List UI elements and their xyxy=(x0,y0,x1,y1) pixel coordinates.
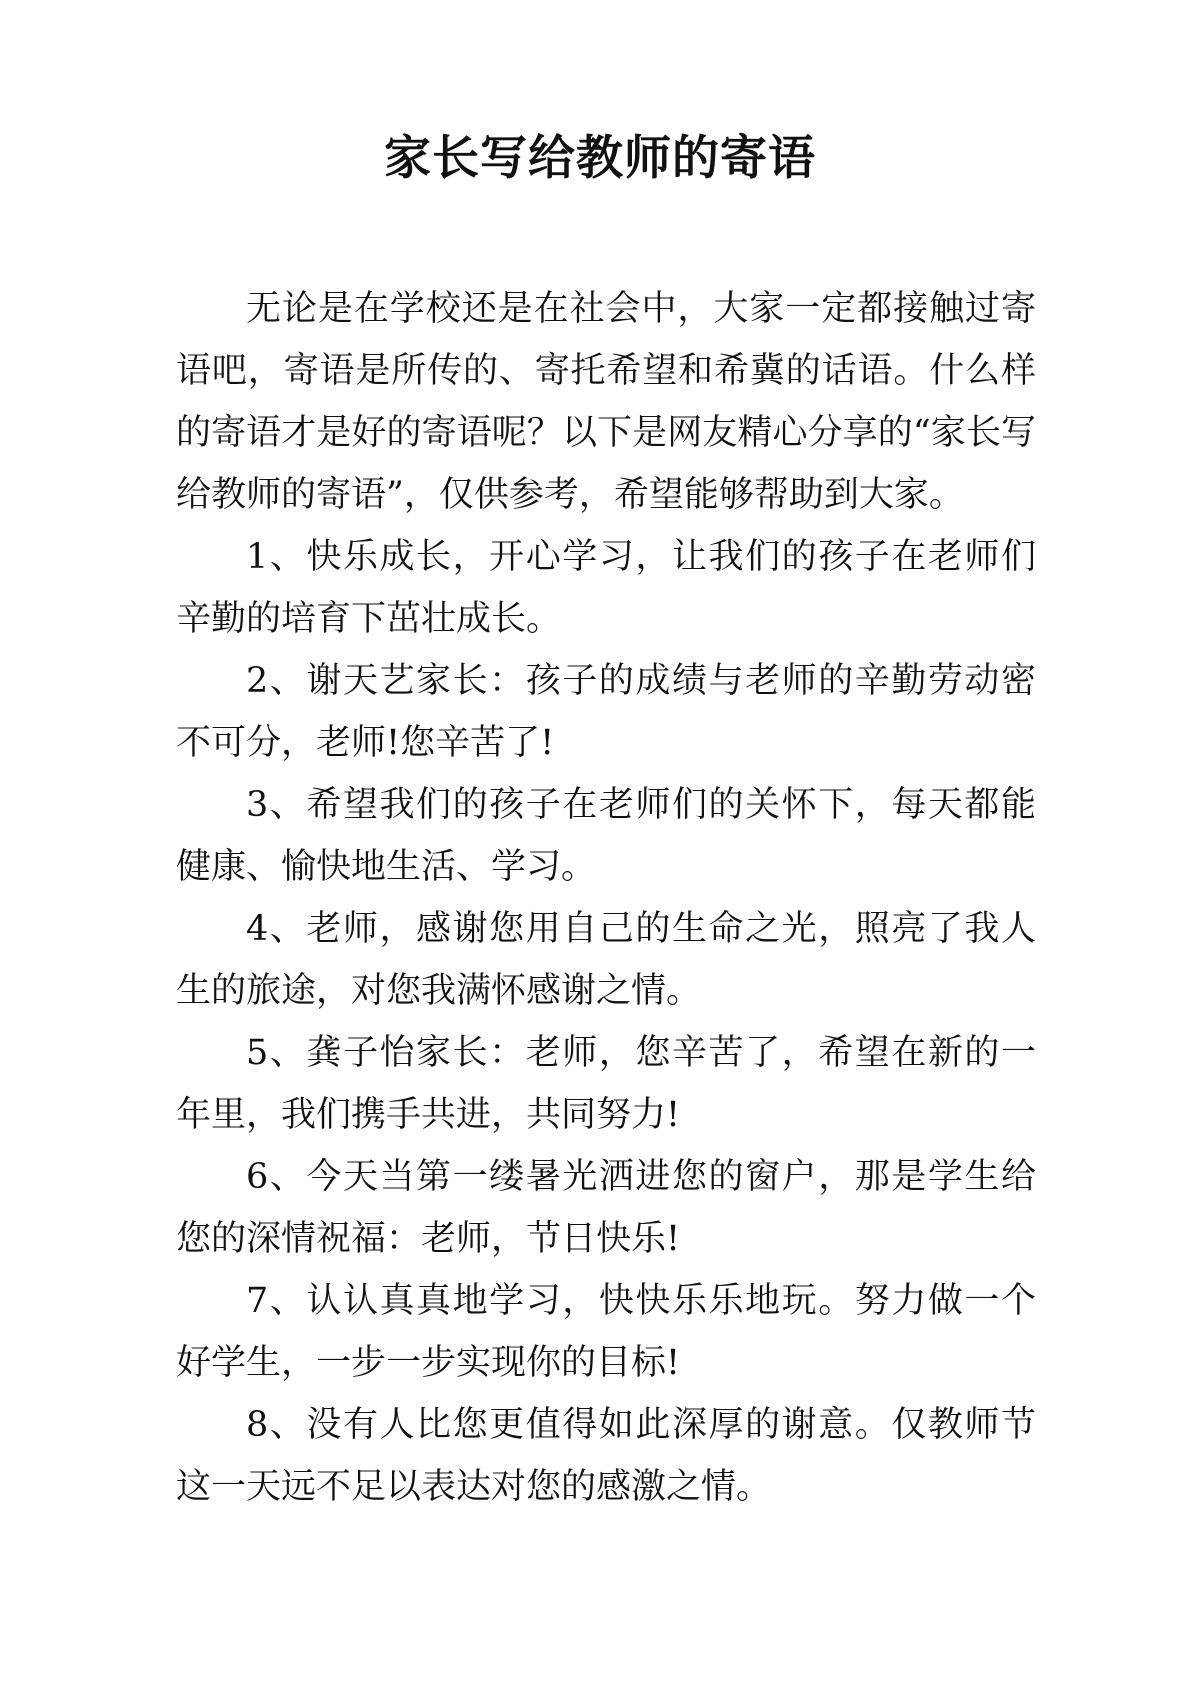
intro-paragraph: 无论是在学校还是在社会中，大家一定都接触过寄语吧，寄语是所传的、寄托希望和希冀的话语。什么样的寄语才是好的寄语呢？以下是网友精心分享的“家长写给教师的寄语”，仅供参考，希望能够帮助到大家。 xyxy=(176,289,1036,515)
list-item: 2、谢天艺家长：孩子的成绩与老师的辛勤劳动密不可分，老师!您辛苦了! xyxy=(176,661,1036,763)
list-item: 6、今天当第一缕暑光洒进您的窗户，那是学生给您的深情祝福：老师，节日快乐! xyxy=(176,1157,1036,1259)
list-item: 5、龚子怡家长：老师，您辛苦了，希望在新的一年里，我们携手共进，共同努力! xyxy=(176,1033,1036,1135)
list-item: 4、老师，感谢您用自己的生命之光，照亮了我人生的旅途，对您我满怀感谢之情。 xyxy=(176,909,1036,1011)
document-title: 家长写给教师的寄语 xyxy=(384,131,816,186)
list-item: 1、快乐成长，开心学习，让我们的孩子在老师们辛勤的培育下茁壮成长。 xyxy=(176,537,1036,639)
document-body xyxy=(176,278,1036,1518)
list-item: 3、希望我们的孩子在老师们的关怀下，每天都能健康、愉快地生活、学习。 xyxy=(176,785,1036,887)
list-item: 7、认认真真地学习，快快乐乐地玩。努力做一个好学生，一步一步实现你的目标! xyxy=(176,1281,1036,1383)
list-item: 8、没有人比您更值得如此深厚的谢意。仅教师节这一天远不足以表达对您的感激之情。 xyxy=(176,1405,1036,1507)
